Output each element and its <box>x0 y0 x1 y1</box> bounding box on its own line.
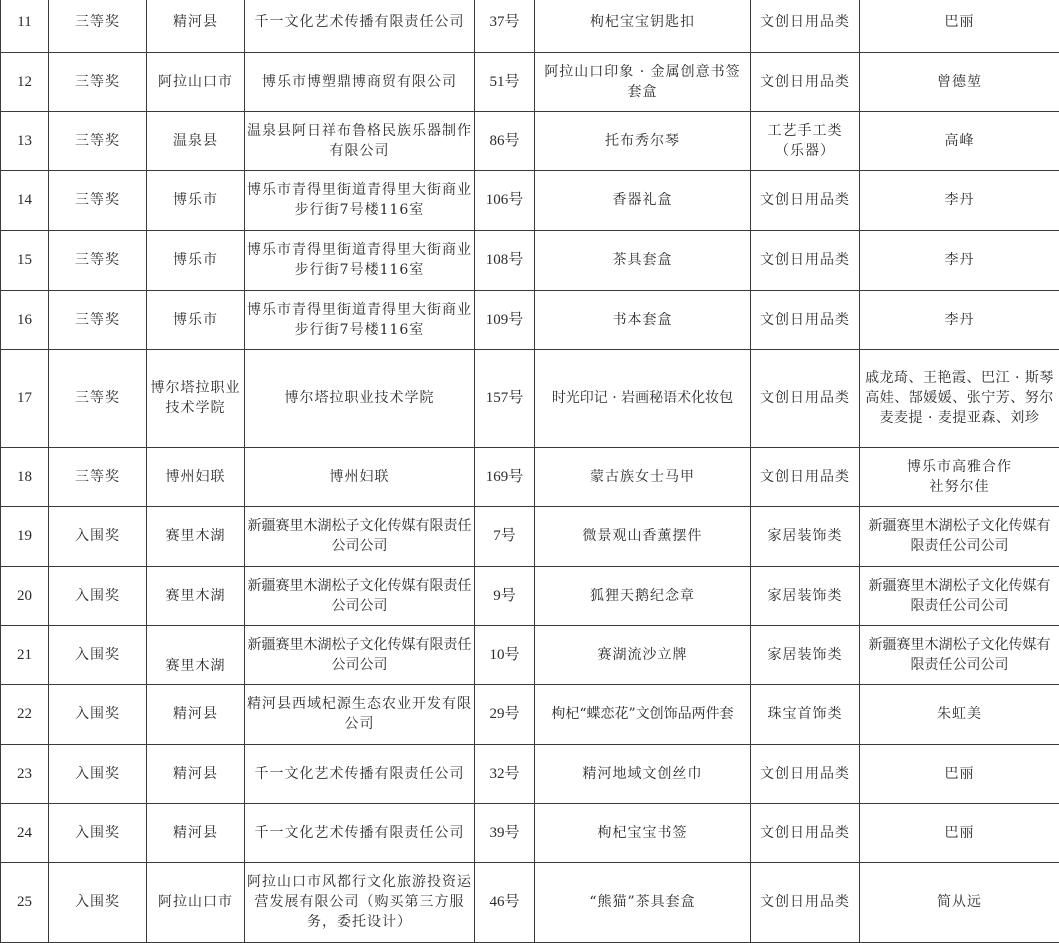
award-level: 三等奖 <box>49 349 147 447</box>
table-row <box>1 803 1059 862</box>
company: 新疆赛里木湖松子文化传媒有限责任公司公司 <box>245 566 475 625</box>
company: 精河县西域杞源生态农业开发有限公司 <box>245 684 475 744</box>
table-row <box>1 111 1059 170</box>
designer: 简从远 <box>860 862 1059 942</box>
entry-number: 86号 <box>475 111 535 170</box>
table-row <box>1 862 1059 942</box>
row-number: 13 <box>1 111 49 170</box>
category: 家居装饰类 <box>751 506 860 566</box>
entry-number: 9号 <box>475 566 535 625</box>
company: 千一文化艺术传播有限责任公司 <box>245 744 475 803</box>
designer: 巴丽 <box>860 803 1059 862</box>
product-name: 书本套盒 <box>535 290 751 349</box>
company: 博乐市博塑鼎博商贸有限公司 <box>245 52 475 111</box>
category: 文创日用品类 <box>751 803 860 862</box>
product-name: 枸杞宝宝书签 <box>535 803 751 862</box>
category: 文创日用品类 <box>751 52 860 111</box>
entry-number: 109号 <box>475 290 535 349</box>
category: 文创日用品类 <box>751 862 860 942</box>
company: 新疆赛里木湖松子文化传媒有限责任公司公司 <box>245 506 475 566</box>
entry-number: 169号 <box>475 447 535 506</box>
entry-number: 10号 <box>475 625 535 684</box>
award-level: 入围奖 <box>49 506 147 566</box>
product-name: 精河地域文创丝巾 <box>535 744 751 803</box>
entry-number: 106号 <box>475 170 535 230</box>
designer: 巴丽 <box>860 744 1059 803</box>
award-level: 三等奖 <box>49 111 147 170</box>
designer: 戚龙琦、王艳霞、巴江 · 斯琴高娃、郜媛媛、张宁芳、努尔麦麦提 · 麦提亚森、刘珍 <box>860 349 1059 447</box>
company: 博乐市青得里街道青得里大街商业步行街7号楼116室 <box>245 170 475 230</box>
designer: 新疆赛里木湖松子文化传媒有限责任公司公司 <box>860 625 1059 684</box>
product-name: 枸杞“蝶恋花”文创饰品两件套 <box>535 684 751 744</box>
region: 博乐市 <box>147 290 245 349</box>
category: 珠宝首饰类 <box>751 684 860 744</box>
entry-number: 108号 <box>475 230 535 290</box>
award-level: 入围奖 <box>49 566 147 625</box>
category: 文创日用品类 <box>751 290 860 349</box>
table-row <box>1 566 1059 625</box>
region: 阿拉山口市 <box>147 52 245 111</box>
row-number: 15 <box>1 230 49 290</box>
row-number: 12 <box>1 52 49 111</box>
row-number: 25 <box>1 862 49 942</box>
designer: 朱虹美 <box>860 684 1059 744</box>
category: 家居装饰类 <box>751 566 860 625</box>
row-number: 14 <box>1 170 49 230</box>
award-level: 入围奖 <box>49 803 147 862</box>
row-number: 21 <box>1 625 49 684</box>
designer: 新疆赛里木湖松子文化传媒有限责任公司公司 <box>860 506 1059 566</box>
table-row <box>1 52 1059 111</box>
company: 博乐市青得里街道青得里大街商业步行街7号楼116室 <box>245 230 475 290</box>
entry-number: 39号 <box>475 803 535 862</box>
region: 精河县 <box>147 0 245 52</box>
award-level: 入围奖 <box>49 684 147 744</box>
category: 文创日用品类 <box>751 170 860 230</box>
product-name: 时光印记 · 岩画秘语术化妆包 <box>535 349 751 447</box>
table-row <box>1 0 1059 52</box>
table-row <box>1 170 1059 230</box>
company: 温泉县阿日祥布鲁格民族乐器制作有限公司 <box>245 111 475 170</box>
designer: 博乐市高雅合作社努尔佳 <box>860 447 1059 506</box>
row-number: 24 <box>1 803 49 862</box>
award-level: 三等奖 <box>49 52 147 111</box>
entry-number: 46号 <box>475 862 535 942</box>
table-row <box>1 744 1059 803</box>
product-name: “熊猫”茶具套盒 <box>535 862 751 942</box>
region: 博乐市 <box>147 230 245 290</box>
product-name: 蒙古族女士马甲 <box>535 447 751 506</box>
row-number: 23 <box>1 744 49 803</box>
entry-number: 51号 <box>475 52 535 111</box>
product-name: 托布秀尔琴 <box>535 111 751 170</box>
region: 阿拉山口市 <box>147 862 245 942</box>
company: 博乐市青得里街道青得里大街商业步行街7号楼116室 <box>245 290 475 349</box>
region: 精河县 <box>147 744 245 803</box>
company: 博州妇联 <box>245 447 475 506</box>
table-row <box>1 230 1059 290</box>
designer: 李丹 <box>860 170 1059 230</box>
entry-number: 29号 <box>475 684 535 744</box>
category: 文创日用品类 <box>751 349 860 447</box>
region: 赛里木湖 <box>147 506 245 566</box>
entry-number: 7号 <box>475 506 535 566</box>
company: 阿拉山口市风都行文化旅游投资运营发展有限公司（购买第三方服务，委托设计） <box>245 862 475 942</box>
row-number: 22 <box>1 684 49 744</box>
category: 文创日用品类 <box>751 744 860 803</box>
product-name: 枸杞宝宝钥匙扣 <box>535 0 751 52</box>
region: 精河县 <box>147 684 245 744</box>
designer: 新疆赛里木湖松子文化传媒有限责任公司公司 <box>860 566 1059 625</box>
region: 博乐市 <box>147 170 245 230</box>
region: 博尔塔拉职业技术学院 <box>147 349 245 447</box>
row-number: 16 <box>1 290 49 349</box>
company: 千一文化艺术传播有限责任公司 <box>245 0 475 52</box>
award-level: 三等奖 <box>49 0 147 52</box>
product-name: 赛湖流沙立牌 <box>535 625 751 684</box>
designer: 高峰 <box>860 111 1059 170</box>
table-row <box>1 349 1059 447</box>
row-number: 17 <box>1 349 49 447</box>
row-number: 18 <box>1 447 49 506</box>
region: 赛里木湖 <box>147 625 245 684</box>
table-row <box>1 290 1059 349</box>
company: 博尔塔拉职业技术学院 <box>245 349 475 447</box>
product-name: 狐狸天鹅纪念章 <box>535 566 751 625</box>
designer: 李丹 <box>860 230 1059 290</box>
entry-number: 32号 <box>475 744 535 803</box>
award-level: 入围奖 <box>49 862 147 942</box>
entry-number: 37号 <box>475 0 535 52</box>
award-level: 入围奖 <box>49 744 147 803</box>
designer: 李丹 <box>860 290 1059 349</box>
category: 文创日用品类 <box>751 447 860 506</box>
award-level: 三等奖 <box>49 290 147 349</box>
product-name: 微景观山香薰摆件 <box>535 506 751 566</box>
category: 文创日用品类 <box>751 230 860 290</box>
table-row <box>1 506 1059 566</box>
table-row <box>1 625 1059 684</box>
company: 千一文化艺术传播有限责任公司 <box>245 803 475 862</box>
product-name: 茶具套盒 <box>535 230 751 290</box>
region: 博州妇联 <box>147 447 245 506</box>
product-name: 香器礼盒 <box>535 170 751 230</box>
award-level: 三等奖 <box>49 447 147 506</box>
designer: 曾德堃 <box>860 52 1059 111</box>
category: 工艺手工类（乐器） <box>751 111 860 170</box>
category: 家居装饰类 <box>751 625 860 684</box>
award-level: 三等奖 <box>49 230 147 290</box>
region: 精河县 <box>147 803 245 862</box>
company: 新疆赛里木湖松子文化传媒有限责任公司公司 <box>245 625 475 684</box>
row-number: 19 <box>1 506 49 566</box>
award-level: 三等奖 <box>49 170 147 230</box>
table-row <box>1 684 1059 744</box>
table-row <box>1 447 1059 506</box>
entry-number: 157号 <box>475 349 535 447</box>
designer: 巴丽 <box>860 0 1059 52</box>
product-name: 阿拉山口印象 · 金属创意书签套盒 <box>535 52 751 111</box>
region: 赛里木湖 <box>147 566 245 625</box>
region: 温泉县 <box>147 111 245 170</box>
row-number: 11 <box>1 0 49 52</box>
award-level: 入围奖 <box>49 625 147 684</box>
row-number: 20 <box>1 566 49 625</box>
category: 文创日用品类 <box>751 0 860 52</box>
